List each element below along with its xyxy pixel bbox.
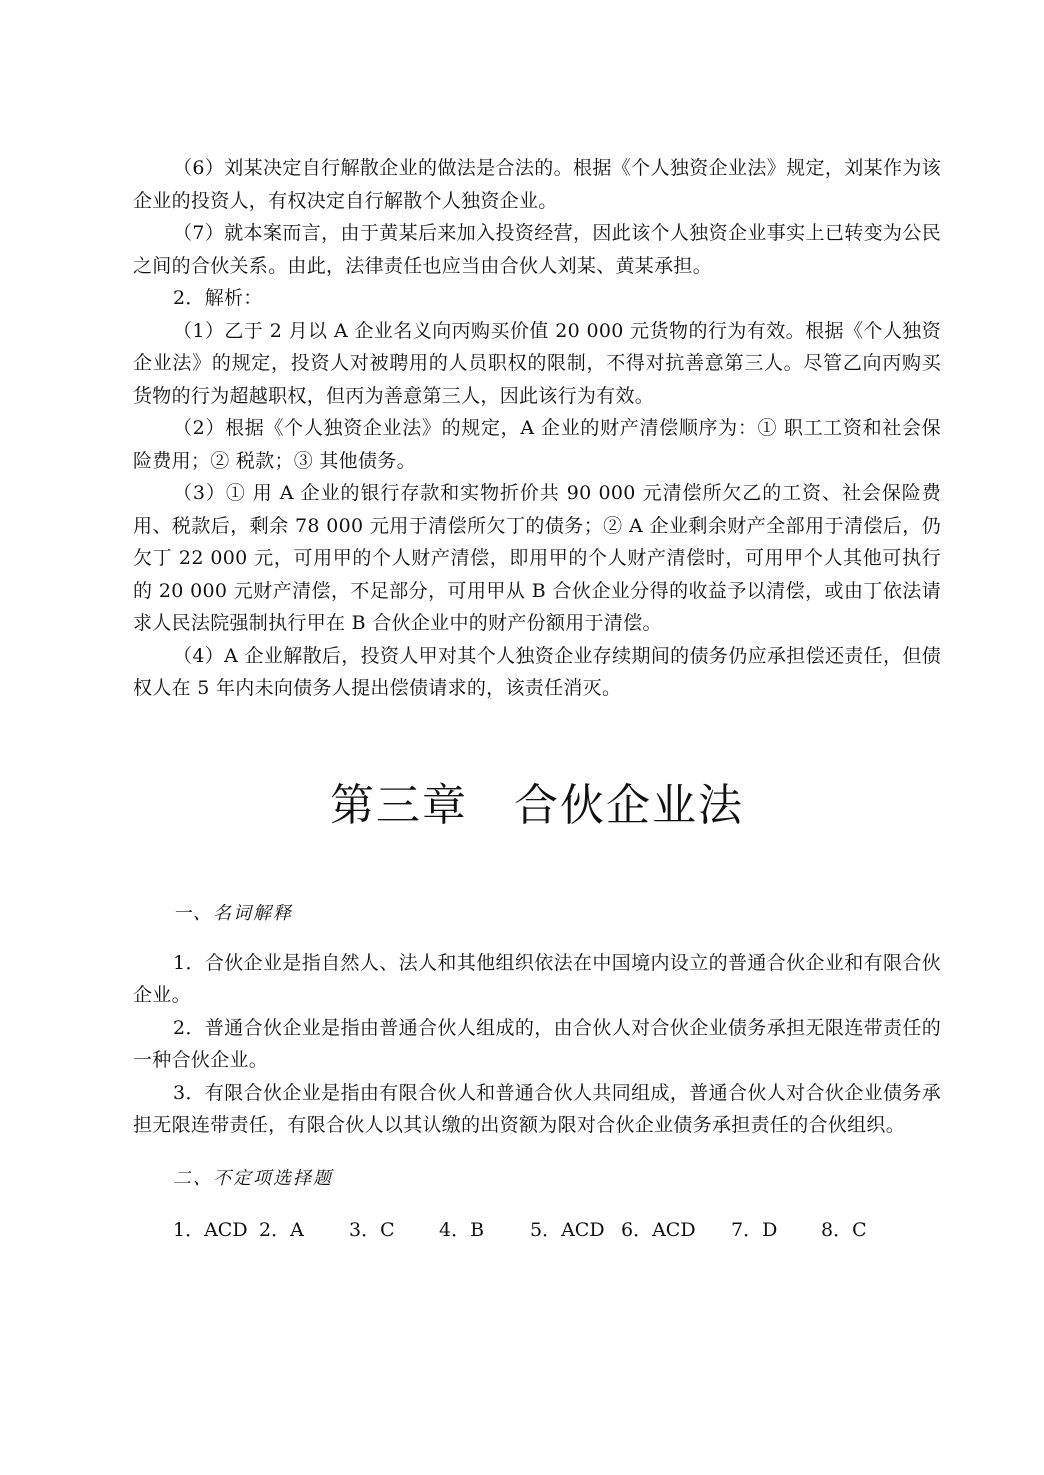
answer-item: 8．C — [821, 1218, 867, 1241]
section-heading-terms: 一、名词解释 — [173, 902, 293, 924]
term-definition-3: 3．有限合伙企业是指由有限合伙人和普通合伙人共同组成，普通合伙人对合伙企业债务承担无限连带责任，有限合伙人以其认缴的出资额为限对合伙企业债务承担责任的合伙组织。 — [133, 1081, 941, 1136]
analysis-paragraph-1: （1）乙于 2 月以 A 企业名义向丙购买价值 20 000 元货物的行为有效。根据《个人独资企业法》的规定，投资人对被聘用的人员职权的限制，不得对抗善意第三人。尽管乙向丙购买货物的行为超越职权，但丙为善意第三人，因此该行为有效。 — [133, 319, 941, 407]
chapter-title: 第三章 合伙企业法 — [330, 779, 744, 831]
document-page — [133, 152, 941, 1246]
answer-list — [133, 1214, 941, 1246]
section-heading-choice: 二、不定项选择题 — [173, 1167, 333, 1189]
paragraph-6-dissolution: （6）刘某决定自行解散企业的做法是合法的。根据《个人独资企业法》规定，刘某作为该企业的投资人，有权决定自行解散个人独资企业。 — [133, 157, 941, 212]
paragraph-7-partnership: （7）就本案而言，由于黄某后来加入投资经营，因此该个人独资企业事实上已转变为公民之间的合伙关系。由此，法律责任也应当由合伙人刘某、黄某承担。 — [133, 222, 941, 277]
analysis-paragraph-4: （4）A 企业解散后，投资人甲对其个人独资企业存续期间的债务仍应承担偿还责任，但债权人在 5 年内未向债务人提出偿债请求的，该责任消灭。 — [133, 644, 941, 699]
analysis-paragraph-3: （3）① 用 A 企业的银行存款和实物折价共 90 000 元清偿所欠乙的工资、社会保险费用、税款后，剩余 78 000 元用于清偿所欠丁的债务；② A 企业剩余财产全部用于清偿后，仍欠丁 22 000 元，可用甲的个人财产清偿，即用甲的个人财产清偿时，可用甲个人其他可执行的 20 000 元财产清偿，不足部分，可用甲从 B 合伙企业分得的收益予以清偿，或由丁依法请求人民法院强制执行甲在 B 合伙企业中的财产份额用于清偿。 — [133, 482, 941, 634]
answer-item: 2．A — [259, 1218, 304, 1241]
answer-item: 4．B — [439, 1218, 485, 1241]
answer-item: 6．ACD — [621, 1218, 696, 1241]
answer-item: 3．C — [349, 1218, 395, 1241]
answer-item: 7．D — [731, 1218, 778, 1241]
answer-item: 1．ACD — [173, 1218, 248, 1241]
analysis-paragraph-2: （2）根据《个人独资企业法》的规定，A 企业的财产清偿顺序为：① 职工工资和社会保险费用；② 税款；③ 其他债务。 — [133, 417, 941, 472]
term-definition-2: 2．普通合伙企业是指由普通合伙人组成的，由合伙人对合伙企业债务承担无限连带责任的一种合伙企业。 — [133, 1016, 941, 1071]
answer-item: 5．ACD — [530, 1218, 605, 1241]
term-definition-1: 1．合伙企业是指自然人、法人和其他组织依法在中国境内设立的普通合伙企业和有限合伙企业。 — [133, 951, 941, 1006]
analysis-heading: 2．解析： — [173, 287, 263, 309]
